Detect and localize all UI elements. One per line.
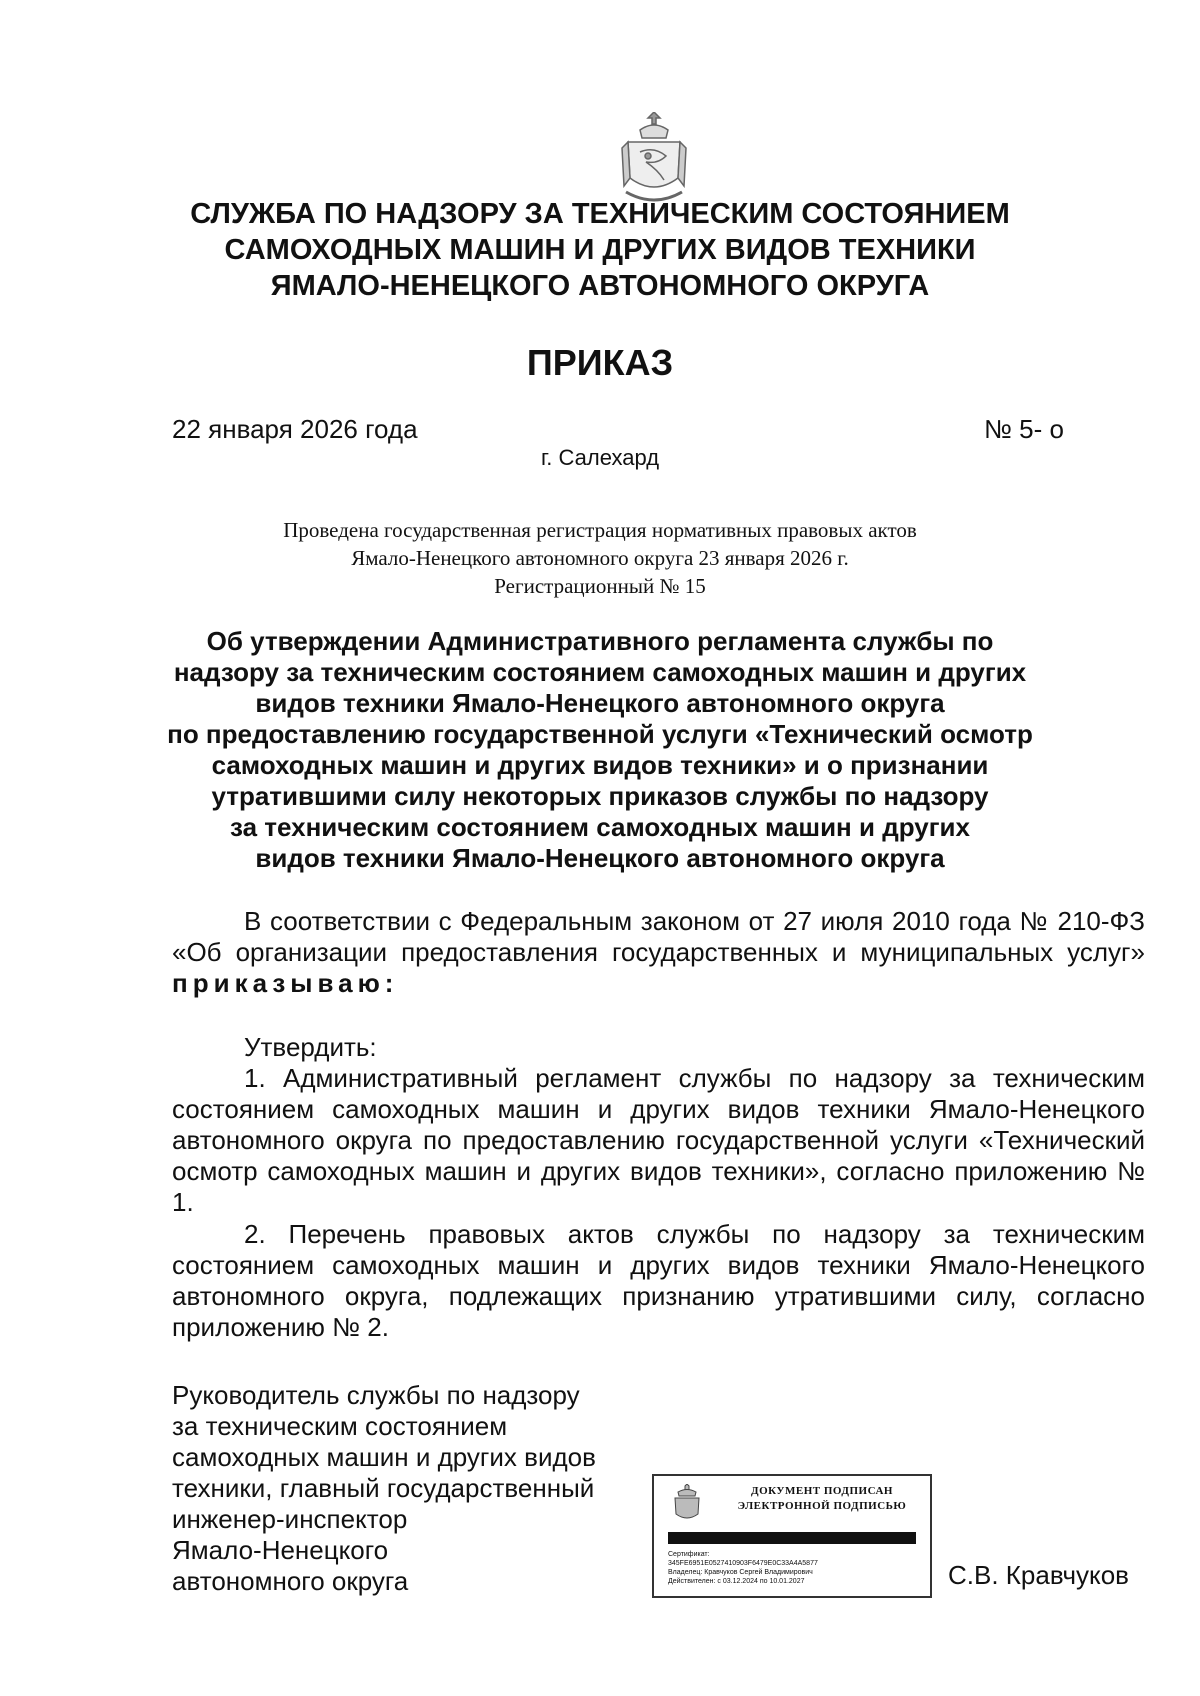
signatory-position-line: самоходных машин и других видов bbox=[172, 1442, 596, 1472]
subject-line: по предоставлению государственной услуги «Технический осмотр bbox=[167, 719, 1033, 749]
city: г. Салехард bbox=[540, 445, 660, 470]
registration-line3: Регистрационный № 15 bbox=[494, 574, 706, 598]
subject-line: надзору за техническим состоянием самоходных машин и других bbox=[173, 657, 1027, 687]
preamble-text: В соответствии с Федеральным законом от 27 июля 2010 года № 210-ФЗ «Об организации предоставления государственных и муниципальных услуг» bbox=[172, 906, 1145, 967]
stamp-title bbox=[724, 1484, 920, 1514]
subject-line: самоходных машин и других видов техники» и о признании bbox=[211, 750, 989, 780]
org-name-line1: СЛУЖБА ПО НАДЗОРУ ЗА ТЕХНИЧЕСКИМ СОСТОЯНИЕМ bbox=[190, 198, 1010, 230]
stamp-valid: Действителен: с 03.12.2024 по 10.01.2027 bbox=[668, 1578, 805, 1585]
coat-of-arms-small-icon bbox=[670, 1484, 704, 1526]
approve-heading: Утвердить: bbox=[244, 1032, 377, 1062]
order-number: № 5- о bbox=[984, 414, 1064, 444]
stamp-cert-label: Сертификат: bbox=[668, 1551, 710, 1558]
signer-name: С.В. Кравчуков bbox=[948, 1560, 1129, 1590]
item-1: 1. Административный регламент службы по надзору за техническим состоянием самоходных машин и других видов техники Ямало-Ненецкого автономного округа по предоставлению государственной услуги «Технический осмотр самоходных машин и других видов техники», согласно приложению № 1. bbox=[172, 1063, 1145, 1217]
org-name-line3: ЯМАЛО-НЕНЕЦКОГО АВТОНОМНОГО ОКРУГА bbox=[270, 270, 930, 302]
signatory-position-line: Ямало-Ненецкого bbox=[172, 1535, 389, 1565]
subject-line: Об утверждении Административного регламента службы по bbox=[206, 626, 994, 656]
signatory-position-line: за техническим состоянием bbox=[172, 1411, 508, 1441]
subject-line: видов техники Ямало-Ненецкого автономного округа bbox=[255, 688, 945, 718]
stamp-owner: Владелец: Кравчуков Сергей Владимирович bbox=[668, 1569, 813, 1576]
electronic-signature-stamp bbox=[652, 1474, 932, 1598]
registration-line1: Проведена государственная регистрация нормативных правовых актов bbox=[283, 518, 917, 542]
subject-line: за техническим состоянием самоходных машин и других bbox=[230, 812, 970, 842]
signatory-position-line: инженер-инспектор bbox=[172, 1504, 408, 1534]
order-date: 22 января 2026 года bbox=[172, 414, 418, 444]
org-name-line2: САМОХОДНЫХ МАШИН И ДРУГИХ ВИДОВ ТЕХНИКИ bbox=[224, 234, 976, 266]
stamp-title-line1: ДОКУМЕНТ ПОДПИСАН bbox=[751, 1485, 893, 1497]
subject-line: утратившими силу некоторых приказов службы по надзору bbox=[211, 781, 989, 811]
document-type: ПРИКАЗ bbox=[526, 342, 674, 383]
item-2: 2. Перечень правовых актов службы по надзору за техническим состоянием самоходных машин и других видов техники Ямало-Ненецкого автономного округа, подлежащих признанию утратившими силу, согласно приложению № 2. bbox=[172, 1219, 1145, 1342]
subject-line: видов техники Ямало-Ненецкого автономного округа bbox=[255, 843, 945, 873]
registration-line2: Ямало-Ненецкого автономного округа 23 января 2026 г. bbox=[351, 546, 849, 570]
signatory-position-line: автономного округа bbox=[172, 1566, 409, 1596]
stamp-cert-number: 345FE6951E0527410903F6479E0C33A4A5877 bbox=[668, 1560, 818, 1567]
order-word: приказываю: bbox=[172, 968, 399, 998]
signatory-position-line: Руководитель службы по надзору bbox=[172, 1380, 580, 1410]
stamp-redacted-bar bbox=[668, 1532, 916, 1544]
signatory-position-line: техники, главный государственный bbox=[172, 1473, 595, 1503]
stamp-title-line2: ЭЛЕКТРОННОЙ ПОДПИСЬЮ bbox=[737, 1500, 907, 1512]
preamble-paragraph bbox=[172, 906, 1145, 999]
